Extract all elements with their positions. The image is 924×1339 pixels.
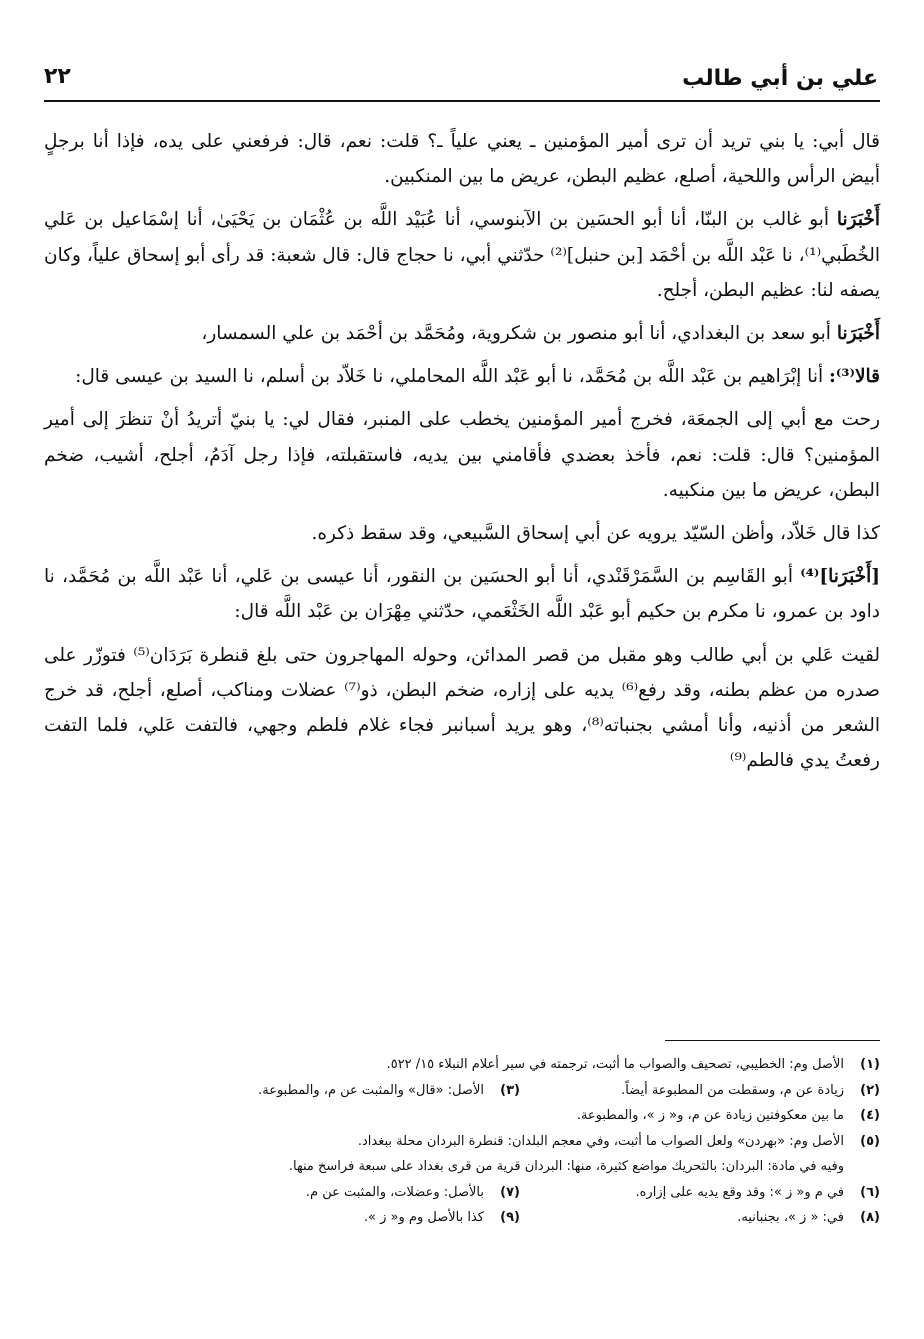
paragraph-text: قال أبي: يا بني تريد أن ترى أمير المؤمنين ـ يعني علياً ـ؟ قلت: نعم، قال: فرفعني على يده، فإذا أنا برجلٍ أبيض الرأس واللحية، أصلع، عظيم البطن، عريض ما بين المنكبين.	[44, 131, 880, 188]
paragraph-1	[44, 124, 880, 194]
footnote-number: (٩)	[500, 1210, 520, 1225]
footnote-row-2-3	[44, 1078, 880, 1104]
footnote-number: (٦)	[860, 1184, 880, 1200]
main-text	[44, 124, 880, 786]
footnote-text: ما بين معكوفتين زيادة عن م، و« ز »، والمطبوعة.	[576, 1108, 844, 1123]
footnote-text: في: « ز »، بجنبانيه.	[737, 1210, 844, 1225]
footnote-number: (٥)	[860, 1133, 880, 1149]
header-rule	[44, 100, 880, 102]
paragraph-4	[44, 359, 880, 394]
paragraph-2	[44, 202, 880, 308]
paragraph-text: أبو القَاسِم بن السَّمَرْقَنْدي، أنا أبو الحسَين بن النقور، أنا عيسى بن عَلي، أنا عَبْد اللَّه بن مُحَمَّد، نا داود بن عمرو، نا مكرم بن حكيم أبو عَبْد اللَّه الخَثْعَمي، حدّثني مِهْرَان بن عَبْد اللَّه قال:	[44, 566, 880, 623]
footnote-text: الأصل وم: «بهردن» ولعل الصواب ما أثبت، وفي معجم البلدان: قنطرة البردان محلة ببغداد.	[357, 1133, 844, 1149]
footnote-1	[44, 1052, 880, 1078]
paragraph-7	[44, 559, 880, 629]
paragraph-text: أنا إبْرَاهيم بن عَبْد اللَّه بن مُحَمَّد، نا أبو عَبْد اللَّه المحاملي، نا خَلاّد بن أسلم، نا السيد بن عيسى قال:	[75, 366, 824, 388]
footnote-row-8-9	[44, 1205, 880, 1231]
footnote-number: (٣)	[500, 1082, 520, 1098]
paragraph-3	[44, 316, 880, 351]
footnote-text: زيادة عن م، وسقطت من المطبوعة أيضاً.	[621, 1082, 844, 1098]
footnote-5-continuation: وفيه في مادة: البردان: بالتحريك مواضع كثيرة، منها: البردان قرية من قرى بغداد على سبعة فراسخ منها.	[288, 1159, 844, 1174]
paragraph-text: أبو سعد بن البغدادي، أنا أبو منصور بن شكروية، ومُحَمَّد بن أحْمَد بن علي السمسار،	[201, 323, 831, 345]
paragraph-6	[44, 516, 880, 551]
paragraph-5	[44, 402, 880, 508]
paragraph-8	[44, 638, 880, 779]
paragraph-text: رحت مع أبي إلى الجمعَة، فخرج أمير المؤمنين يخطب على المنبر، فقال لي: يا بنيّ أتريدُ أنْ تنظرَ إلى أمير المؤمنين؟ قال: قلت: نعم، فأخذ بعضدي فأقامني بين يديه، فاستقبلته، فإذا رجل آدَمُ، أجلح، أشيب، ضخم البطن، عريض ما بين منكبيه.	[44, 409, 880, 501]
footnote-4	[44, 1103, 880, 1129]
footnote-number: (٨)	[860, 1210, 880, 1225]
footnote-text: في م و« ز »: وقد وقع يديه على إزاره.	[635, 1184, 844, 1200]
footnote-rule	[665, 1040, 880, 1041]
paragraph-text: لقيت عَلي بن أبي طالب وهو مقبل من قصر المدائن، وحوله المهاجرون حتى بلغ قنطرة بَرَدَان⁽⁵⁾ فتوزّر على صدره من عظم بطنه، وقد رفع⁽⁶⁾ يديه على إزاره، ضخم البطن، ذو⁽⁷⁾ عضلات ومناكب، أصلع، أجلح، قد خرج الشعر من أذنيه، وأنا أمشي بجنباته⁽⁸⁾، وهو يريد أسبانبر فجاء غلام فلطم وجهي، فالتفت عَلي، فلما التفت رفعتُ يدي فالطم⁽⁹⁾	[44, 644, 880, 772]
footnote-text: الأصل وم: الخطيبي، تصحيف والصواب ما أثبت، ترجمته في سير أعلام النبلاء ١٥/ ٥٢٢.	[386, 1057, 844, 1072]
footnote-number: (٢)	[860, 1082, 880, 1098]
lead-word: أَخْبَرَنا	[836, 323, 880, 345]
running-header-title: علي بن أبي طالب	[682, 66, 878, 91]
paragraph-text: كذا قال خَلاّد، وأظن السّيّد يرويه عن أبي إسحاق السَّبيعي، وقد سقط ذكره.	[311, 523, 880, 545]
footnote-row-6-7	[44, 1180, 880, 1206]
footnote-text: بالأصل: وعضلات، والمثبت عن م.	[305, 1184, 484, 1200]
footnote-number: (٤)	[860, 1108, 880, 1123]
paragraph-text: أبو غالب بن البنّا، أنا أبو الحسَين بن الآبنوسي، أنا عُبَيْد اللَّه بن عُثْمَان بن يَحْيَىٰ، أنا إسْمَاعيل بن عَلي الخُطَبي⁽¹⁾، نا عَبْد اللَّه بن أحْمَد [بن حنبل]⁽²⁾ حدّثني أبي، نا حجاج قال: قال شعبة: قد رأى أبو إسحاق علياً، وكان يصفه لنا: عظيم البطن، أجلح.	[44, 209, 881, 301]
lead-word: [أَخْبَرَنا]⁽⁴⁾	[800, 566, 880, 588]
lead-word: قالا⁽³⁾:	[829, 366, 880, 388]
footnote-number: (٧)	[500, 1184, 520, 1200]
footnote-text: الأصل: «قال» والمثبت عن م، والمطبوعة.	[258, 1082, 484, 1098]
lead-word: أَخْبَرَنا	[836, 209, 880, 231]
footnote-text: كذا بالأصل وم و« ز ».	[363, 1210, 484, 1225]
page-number: ٢٢	[44, 64, 71, 89]
footnote-5	[44, 1129, 880, 1155]
footnote-number: (١)	[860, 1057, 880, 1072]
footnotes	[44, 1052, 880, 1231]
